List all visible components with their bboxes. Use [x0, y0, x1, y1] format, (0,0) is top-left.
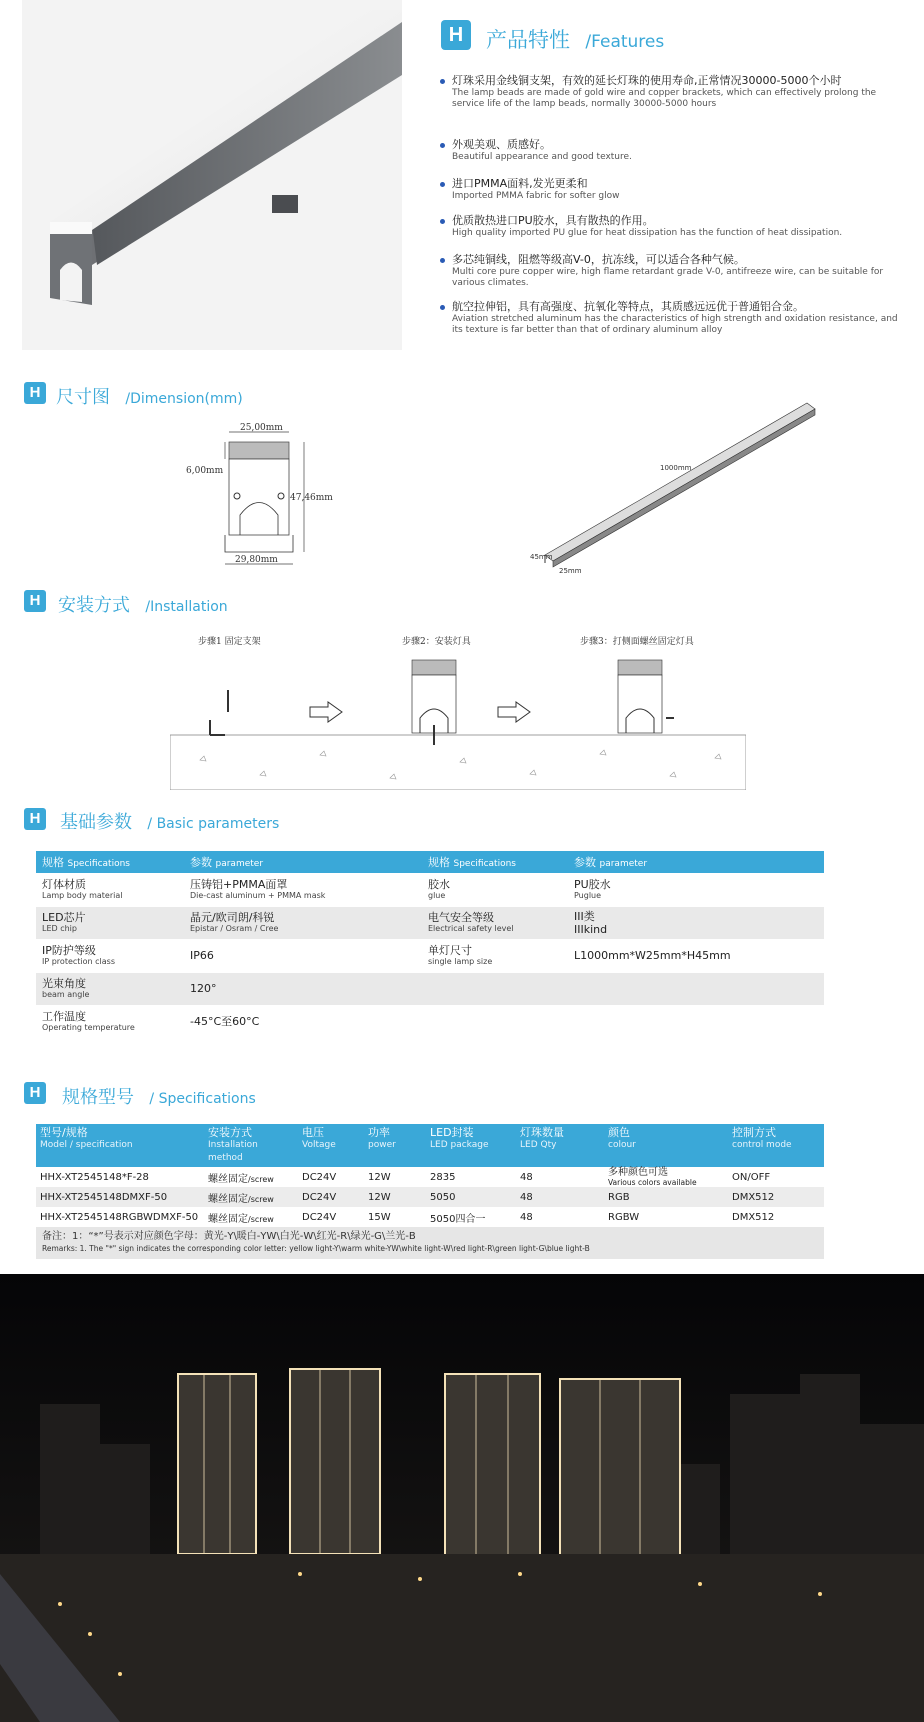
features-title	[486, 24, 664, 54]
feature-item	[452, 74, 902, 110]
night-scene-photo	[0, 1274, 924, 1722]
feature-item	[452, 214, 902, 239]
table-row: HHX-XT2545148*F-28 螺丝固定/screw DC24V 12W 2835 48 多种颜色可选 Various colors available ON/OFF	[40, 1167, 771, 1187]
section-badge-icon: H	[441, 20, 471, 50]
spec-header: 控制方式 control mode	[728, 1124, 824, 1167]
features-title-en: /Features	[585, 32, 665, 52]
bullet-icon	[440, 305, 445, 310]
basic-title	[60, 808, 279, 834]
spec-header: 灯珠数量 LED Qty	[516, 1124, 604, 1167]
table-row: IP防护等级 IP protection class IP66 单灯尺寸 single lamp size L1000mm*W25mm*H45mm	[36, 939, 824, 972]
feature-cn: 多芯纯铜线，阻燃等级高V-0，抗冻线，可以适合各种气候。	[452, 253, 745, 266]
dimension-front-drawing	[180, 420, 360, 580]
dim-h-right: 47,46mm	[290, 493, 333, 503]
table-row: 光束角度 beam angle 120°	[36, 972, 824, 1005]
bullet-icon	[440, 182, 445, 187]
spec-remark: 备注：1：“*”号表示对应颜色字母：黄光-Y\暖白-YW\白光-W\红光-R\绿光-G\兰光-B Remarks: 1. The "*" sign indicates the corresponding color letter: yellow light-Y\warm white-YW\white light-W\red light-R\green light-G\blue light-B	[36, 1227, 824, 1259]
feature-en: Multi core pure copper wire, high flame retardant grade V-0, antifreeze wire, can be suitable for various climates.	[452, 267, 884, 288]
installation-step1-label: 步骤1 固定支架	[198, 637, 261, 647]
spec-title	[62, 1083, 256, 1109]
spec-header: 电压 Voltage	[298, 1124, 364, 1167]
feature-cn: 进口PMMA面料,发光更柔和	[452, 177, 588, 190]
features-title-cn: 产品特性	[486, 28, 570, 52]
dim-w-top: 25,00mm	[240, 423, 283, 433]
installation-title-cn: 安装方式	[58, 595, 130, 616]
dim-side-h: 45mm	[530, 553, 553, 561]
feature-cn: 航空拉伸铝，具有高强度、抗氧化等特点，其质感远远优于普通铝合金。	[452, 300, 804, 313]
section-badge-icon: H	[24, 590, 46, 612]
section-badge-icon: H	[24, 808, 46, 830]
feature-en: Beautiful appearance and good texture.	[452, 152, 632, 162]
dim-h-top: 6,00mm	[186, 466, 224, 476]
basic-header-spec: 规格 Specifications	[36, 851, 184, 873]
installation-title-en: /Installation	[145, 599, 228, 615]
feature-item	[452, 300, 902, 336]
section-badge-icon: H	[24, 1082, 46, 1104]
table-row: HHX-XT2545148DMXF-50 螺丝固定/screw DC24V 12W 5050 48 RGB DMX512	[36, 1187, 824, 1207]
dimension-title-cn: 尺寸图	[56, 387, 110, 408]
feature-item	[452, 177, 902, 202]
dimension-title	[56, 383, 243, 409]
table-row: LED芯片 LED chip 晶元/欧司朗/科锐 Epistar / Osram / Cree 电气安全等级 Electrical safety level III类 IIIkind	[36, 906, 824, 939]
spec-header: 型号/规格 Model / specification	[36, 1124, 204, 1167]
dim-length: 1000mm	[660, 464, 692, 472]
dimension-title-en: /Dimension(mm)	[125, 391, 243, 407]
feature-en: The lamp beads are made of gold wire and copper brackets, which can effectively prolong the service life of the lamp beads, normally 30000-5000 hours	[452, 88, 877, 109]
feature-en: High quality imported PU glue for heat dissipation has the function of heat dissipation.	[452, 228, 843, 238]
bullet-icon	[440, 219, 445, 224]
dim-w-bottom: 29,80mm	[235, 555, 278, 565]
installation-step2-label: 步骤2：安装灯具	[402, 637, 471, 647]
basic-header-spec: 规格 Specifications	[422, 851, 568, 873]
bullet-icon	[440, 79, 445, 84]
basic-header-param: 参数 parameter	[568, 851, 824, 873]
feature-cn: 优质散热进口PU胶水，具有散热的作用。	[452, 214, 654, 227]
spec-header: 颜色 colour	[604, 1124, 728, 1167]
feature-cn: 外观美观、质感好。	[452, 138, 551, 151]
bullet-icon	[440, 143, 445, 148]
spec-title-cn: 规格型号	[62, 1087, 134, 1108]
spec-header: 功率 power	[364, 1124, 426, 1167]
bullet-icon	[440, 258, 445, 263]
table-row: 灯体材质 Lamp body material 压铸铝+PMMA面罩 Die-cast aluminum + PMMA mask 胶水 glue PU胶水 Puglue	[36, 873, 824, 906]
installation-diagram	[170, 650, 746, 790]
spec-header: 安装方式 Installation method	[204, 1124, 298, 1167]
basic-title-en: / Basic parameters	[147, 816, 280, 832]
spec-title-en: / Specifications	[149, 1091, 256, 1107]
dimension-length-drawing	[525, 395, 825, 580]
spec-header: LED封装 LED package	[426, 1124, 516, 1167]
table-row: 工作温度 Operating temperature -45°C至60°C	[36, 1005, 824, 1038]
feature-cn: 灯珠采用金线铜支架，有效的延长灯珠的使用寿命,正常情况30000-5000个小时	[452, 74, 842, 87]
installation-title	[58, 591, 228, 617]
table-row: HHX-XT2545148RGBWDMXF-50 螺丝固定/screw DC24V 15W 5050四合一 48 RGBW DMX512	[40, 1211, 775, 1225]
section-badge-icon: H	[24, 382, 46, 404]
basic-params-table	[36, 851, 824, 1039]
feature-item	[452, 138, 902, 163]
feature-en: Imported PMMA fabric for softer glow	[452, 191, 620, 201]
installation-step3-label: 步骤3：打侧面螺丝固定灯具	[580, 637, 694, 647]
dim-side-w: 25mm	[559, 567, 582, 575]
feature-en: Aviation stretched aluminum has the characteristics of high strength and oxidation resistance, and its texture is far better than that of ordinary aluminum alloy	[452, 314, 898, 335]
feature-item	[452, 253, 902, 289]
basic-title-cn: 基础参数	[60, 812, 132, 833]
product-photo	[22, 0, 402, 350]
basic-header-param: 参数 parameter	[184, 851, 422, 873]
spec-table	[36, 1124, 824, 1259]
